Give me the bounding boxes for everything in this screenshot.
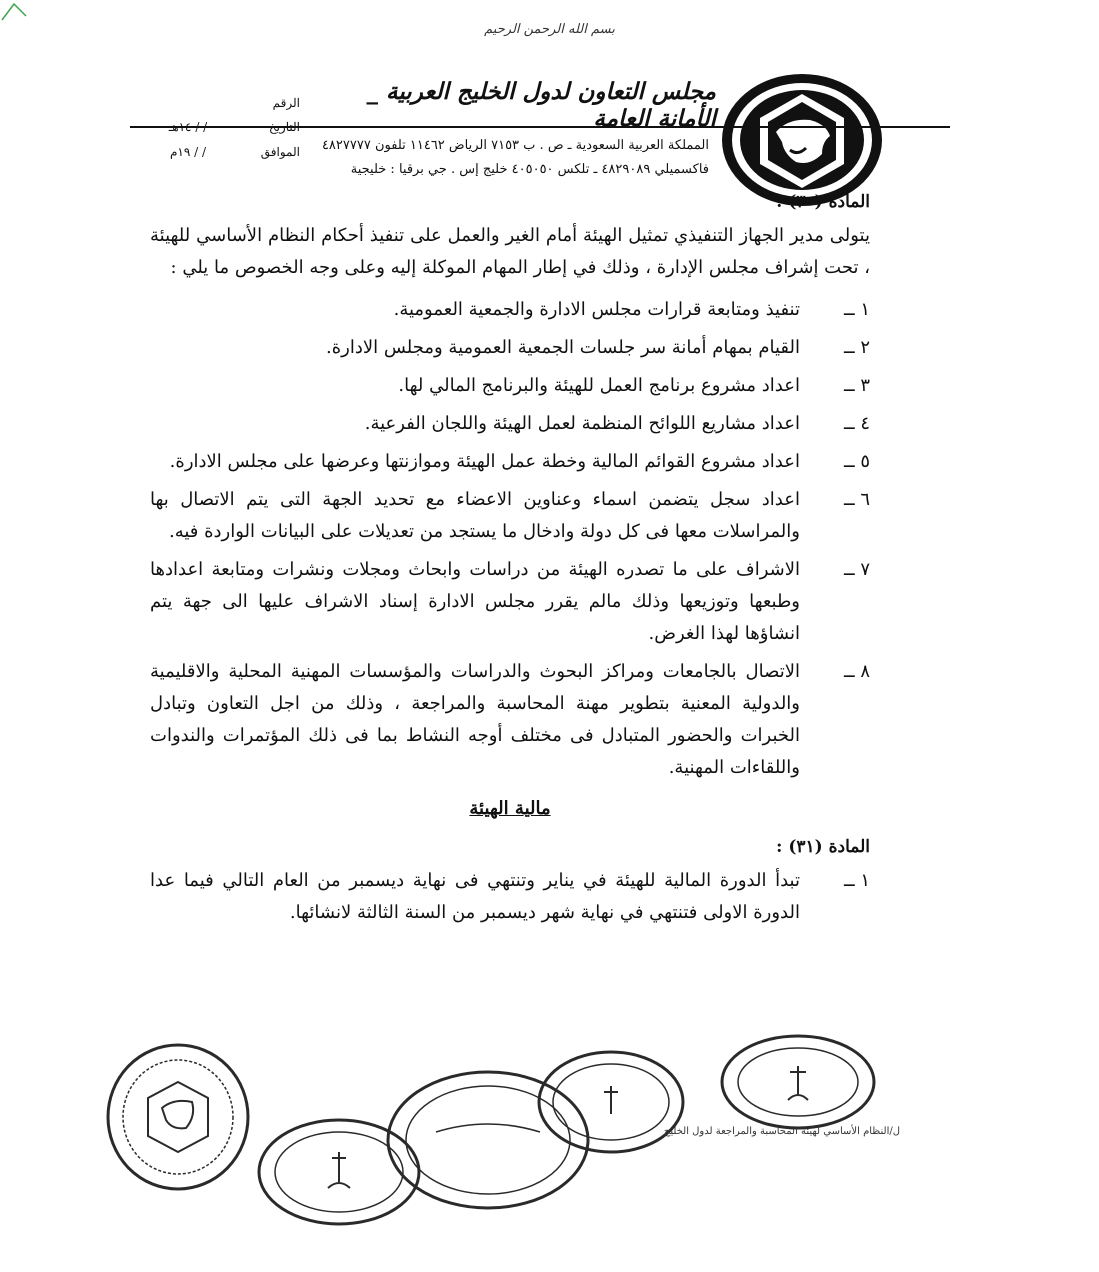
list-item	[150, 332, 870, 364]
item-number: ٥ ــ	[844, 451, 870, 472]
footer-note: ل/النظام الأساسي لهيئة المحاسبة والمراجعة لدول الخليج	[663, 1126, 900, 1137]
item-number: ١ ــ	[844, 870, 870, 891]
contact-line: فاكسميلي ٤٨٢٩٠٨٩ ـ تلكس ٤٠٥٠٥٠ خليج إس . جي برقيا : خليجية	[350, 162, 709, 177]
secretariat-stamp	[539, 1052, 683, 1152]
reference-label: الرقم	[272, 96, 300, 110]
item-text: الاتصال بالجامعات ومراكز البحوث والدراسات والمؤسسات المهنية المحلية والاقليمية والدولية المعنية بتطوير مهنة المحاسبة والمراجعة ، وذلك من اجل التعاون وتبادل الخبرات والحضور المتبادل فى مختلف أوجه النشاط بما فى ذلك المؤتمرات والندوات واللقاءات المهنية.	[150, 661, 800, 778]
item-number: ١ ــ	[844, 299, 870, 320]
list-item	[150, 370, 870, 402]
article-31-items	[150, 865, 870, 929]
round-stamp	[388, 1072, 588, 1208]
date-label: التاريخ	[268, 120, 300, 134]
article-31-title: المادة (٣١) :	[776, 837, 870, 857]
item-text: اعداد مشاريع اللوائح المنظمة لعمل الهيئة واللجان الفرعية.	[364, 413, 800, 434]
article-30-title: المادة (٣٠) :	[776, 192, 870, 212]
item-number: ٧ ــ	[844, 559, 870, 580]
item-text: تبدأ الدورة المالية للهيئة في يناير وتنتهي فى نهاية ديسمبر من العام التالي فيما عدا الدورة الاولى فتنتهي في نهاية شهر ديسمبر من السنة الثالثة لانشائها.	[150, 870, 800, 923]
item-text: اعداد سجل يتضمن اسماء وعناوين الاعضاء مع تحديد الجهة التى يتم الاتصال بها والمراسلات معها فى كل دولة وادخال ما يستجد من تعديلات على البيانات الواردة فيه.	[150, 489, 800, 542]
article-30-intro: يتولى مدير الجهاز التنفيذي تمثيل الهيئة أمام الغير والعمل على تنفيذ أحكام النظام الأساسي للهيئة ، تحت إشراف مجلس الإدارة ، وذلك في إطار المهام الموكلة إليه وعلى وجه الخصوص ما يلي :	[150, 225, 870, 278]
header-rule	[130, 126, 950, 128]
corresponding-value: / / ١٩م	[169, 145, 207, 159]
list-item	[150, 554, 870, 650]
date-value: / / ١٤هـ	[168, 120, 208, 134]
item-number: ٦ ــ	[844, 489, 870, 510]
item-number: ٤ ــ	[844, 413, 870, 434]
item-text: اعداد مشروع القوائم المالية وخطة عمل الهيئة وموازنتها وعرضها على مجلس الادارة.	[169, 451, 800, 472]
corner-mark	[0, 0, 40, 24]
item-text: تنفيذ ومتابعة قرارات مجلس الادارة والجمعية العمومية.	[393, 299, 800, 320]
section-heading: مالية الهيئة	[469, 798, 551, 819]
organization-name: مجلس التعاون لدول الخليج العربية _ الأمانة العامة	[366, 78, 716, 132]
list-item	[150, 408, 870, 440]
corresponding-label: الموافق	[260, 145, 300, 159]
list-item	[150, 656, 870, 784]
item-number: ٨ ــ	[844, 661, 870, 682]
gcc-logo	[718, 70, 886, 210]
list-item	[150, 484, 870, 548]
address-line: المملكة العربية السعودية ـ ص . ب ٧١٥٣ الرياض ١١٤٦٢ تلفون ٤٨٢٧٧٧٧	[321, 138, 709, 153]
item-number: ٣ ــ	[844, 375, 870, 396]
document-body	[150, 192, 870, 935]
list-item	[150, 446, 870, 478]
gcc-seal-stamp	[108, 1045, 248, 1189]
item-text: اعداد مشروع برنامج العمل للهيئة والبرنامج المالي لها.	[398, 375, 800, 396]
ministry-stamp	[259, 1120, 419, 1224]
basmala: بسم الله الرحمن الرحيم	[484, 22, 615, 37]
list-item	[150, 865, 870, 929]
item-number: ٢ ــ	[844, 337, 870, 358]
article-30-items	[150, 294, 870, 784]
saudi-kingdom-stamp	[722, 1036, 874, 1128]
list-item	[150, 294, 870, 326]
item-text: القيام بمهام أمانة سر جلسات الجمعية العمومية ومجلس الادارة.	[325, 337, 800, 358]
item-text: الاشراف على ما تصدره الهيئة من دراسات وابحاث ومجلات ونشرات ومتابعة اعدادها وطبعها وتوزيعها وذلك مالم يقرر مجلس الادارة إسناد الاشراف عليها الى جهة يتم انشاؤها لهذا الغرض.	[150, 559, 800, 644]
